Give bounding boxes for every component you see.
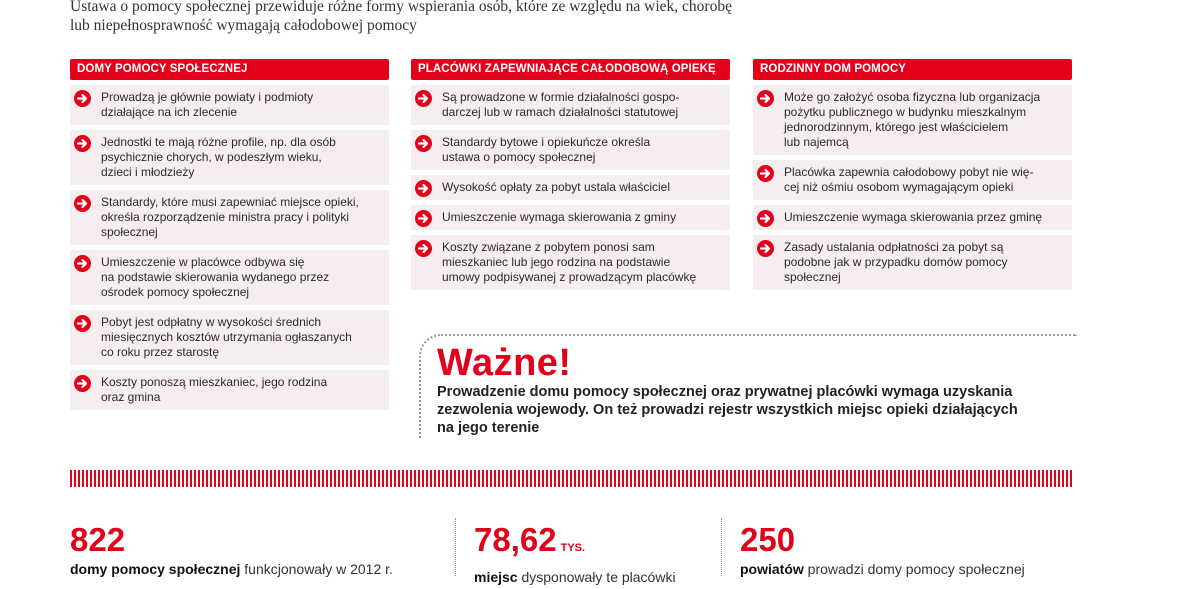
dotted-divider bbox=[70, 470, 1073, 487]
arrow-right-circle-icon bbox=[74, 195, 91, 212]
column-care-homes bbox=[70, 59, 389, 410]
list-item-line: Umieszczenie wymaga skierowania przez gminę bbox=[784, 210, 1043, 224]
list-item-line: Zasady ustalania odpłatności za pobyt są bbox=[784, 240, 1004, 254]
stat-number: 250 bbox=[740, 521, 796, 558]
list-item-line: Jednostki te mają różne profile, np. dla osób bbox=[101, 135, 336, 149]
important-text-line: zezwolenia wojewody. On też prowadzi rejestr wszystkich miejsc opieki działających bbox=[437, 402, 1018, 418]
list-item-line: psychicznie chorych, w podeszłym wieku, bbox=[101, 150, 322, 164]
important-text-line: na jego terenie bbox=[437, 420, 540, 436]
stat-label-rest: dysponowały te placówki bbox=[517, 569, 676, 585]
stat-label bbox=[70, 560, 393, 578]
arrow-right-circle-icon bbox=[74, 135, 91, 152]
list-item-line: cej niż ośmiu osobom wymagającym opieki bbox=[784, 180, 1014, 194]
stat-value bbox=[474, 522, 676, 566]
list-item-line: podobne jak w przypadku domów pomocy bbox=[784, 255, 1008, 269]
stat-label bbox=[740, 560, 1025, 578]
stat-places bbox=[474, 522, 676, 586]
important-title: Ważne! bbox=[437, 342, 572, 384]
stat-label-rest: funkcjonowały w 2012 r. bbox=[240, 561, 393, 577]
arrow-right-circle-icon bbox=[415, 210, 432, 227]
list-item-line: określa rozporządzenie ministra pracy i polityki bbox=[101, 210, 350, 224]
list-item-line: ustawa o pomocy społecznej bbox=[442, 150, 596, 164]
stat-label-rest: prowadzi domy pomocy społecznej bbox=[803, 561, 1025, 577]
stat-label-bold: domy pomocy społecznej bbox=[70, 561, 241, 577]
stat-unit: TYS. bbox=[560, 542, 586, 554]
arrow-right-circle-icon bbox=[415, 240, 432, 257]
arrow-right-circle-icon bbox=[757, 240, 774, 257]
list-item-line: Standardy, które musi zapewniać miejsce opieki, bbox=[101, 195, 359, 209]
important-text-line: Prowadzenie domu pomocy społecznej oraz prywatnej placówki wymaga uzyskania bbox=[437, 384, 1013, 400]
intro-text bbox=[70, 0, 890, 35]
list-item-line: Koszty ponoszą mieszkaniec, jego rodzina bbox=[101, 375, 328, 389]
list-item-line: mieszkaniec lub jego rodzina na podstawie bbox=[442, 255, 671, 269]
list-item bbox=[753, 160, 1072, 200]
list-item bbox=[70, 250, 389, 305]
stat-care-homes bbox=[70, 522, 393, 578]
list-item bbox=[411, 130, 730, 170]
arrow-right-circle-icon bbox=[757, 90, 774, 107]
list-item bbox=[411, 235, 730, 290]
list-item-line: Wysokość opłaty za pobyt ustala właściciel bbox=[442, 180, 670, 194]
stat-value bbox=[740, 522, 1025, 558]
column-header: RODZINNY DOM POMOCY bbox=[753, 59, 1072, 80]
arrow-right-circle-icon bbox=[74, 90, 91, 107]
list-item-line: darczej lub w ramach działalności statutowej bbox=[442, 105, 679, 119]
important-box bbox=[419, 334, 1077, 438]
arrow-right-circle-icon bbox=[415, 135, 432, 152]
stat-number: 822 bbox=[70, 521, 126, 558]
list-item-line: Może go założyć osoba fizyczna lub organizacja bbox=[784, 90, 1041, 104]
arrow-right-circle-icon bbox=[415, 90, 432, 107]
list-item-line: na podstawie skierowania wydanego przez bbox=[101, 270, 330, 284]
list-item-line: społecznej bbox=[101, 225, 158, 239]
arrow-right-circle-icon bbox=[74, 375, 91, 392]
stat-label-bold: powiatów bbox=[740, 561, 804, 577]
column-header: PLACÓWKI ZAPEWNIAJĄCE CAŁODOBOWĄ OPIEKĘ bbox=[411, 59, 730, 80]
list-item-line: Prowadzą je głównie powiaty i podmioty bbox=[101, 90, 314, 104]
list-item bbox=[753, 85, 1072, 155]
column-24h-facilities bbox=[411, 59, 730, 290]
list-item-line: dzieci i młodzieży bbox=[101, 165, 195, 179]
list-item-line: oraz gmina bbox=[101, 390, 161, 404]
list-item bbox=[411, 175, 730, 200]
arrow-right-circle-icon bbox=[757, 210, 774, 227]
list-item bbox=[70, 190, 389, 245]
list-item-line: lub najemcą bbox=[784, 135, 849, 149]
intro-line-1: Ustawa o pomocy społecznej przewiduje różne formy wspierania osób, które ze względu na wiek, chorobę bbox=[70, 0, 732, 15]
list-item bbox=[70, 370, 389, 410]
list-item-line: Placówka zapewnia całodobowy pobyt nie wię- bbox=[784, 165, 1034, 179]
list-item-line: ośrodek pomocy społecznej bbox=[101, 285, 250, 299]
list-item-line: społecznej bbox=[784, 270, 841, 284]
stat-number: 78,62 bbox=[474, 521, 557, 558]
stat-value bbox=[70, 522, 393, 558]
list-item bbox=[70, 130, 389, 185]
stat-counties bbox=[740, 522, 1025, 578]
list-item bbox=[70, 85, 389, 125]
stat-label bbox=[474, 568, 676, 586]
intro-line-2: lub niepełnosprawność wymagają całodobowej pomocy bbox=[70, 17, 417, 34]
list-item-line: umowy podpisywanej z prowadzącym placówkę bbox=[442, 270, 697, 284]
list-item-line: pożytku publicznego w budynku mieszkalnym bbox=[784, 105, 1027, 119]
list-item bbox=[753, 205, 1072, 230]
list-item-line: działające na ich zlecenie bbox=[101, 105, 238, 119]
column-family-care-home bbox=[753, 59, 1072, 290]
list-item bbox=[411, 205, 730, 230]
arrow-right-circle-icon bbox=[74, 315, 91, 332]
arrow-right-circle-icon bbox=[415, 180, 432, 197]
list-item-line: miesięcznych kosztów utrzymania ogłaszanych bbox=[101, 330, 352, 344]
list-item-line: jednorodzinnym, którego jest właścicielem bbox=[784, 120, 1009, 134]
stat-separator bbox=[455, 518, 456, 576]
list-item-line: Umieszczenie wymaga skierowania z gminy bbox=[442, 210, 677, 224]
list-item-line: Pobyt jest odpłatny w wysokości średnich bbox=[101, 315, 322, 329]
stat-label-bold: miejsc bbox=[474, 569, 518, 585]
stat-separator bbox=[721, 518, 722, 576]
arrow-right-circle-icon bbox=[74, 255, 91, 272]
list-item-line: Umieszczenie w placówce odbywa się bbox=[101, 255, 305, 269]
list-item-line: Koszty związane z pobytem ponosi sam bbox=[442, 240, 655, 254]
list-item bbox=[70, 310, 389, 365]
important-text bbox=[437, 383, 1077, 437]
column-header: DOMY POMOCY SPOŁECZNEJ bbox=[70, 59, 389, 80]
arrow-right-circle-icon bbox=[757, 165, 774, 182]
list-item bbox=[753, 235, 1072, 290]
list-item-line: Standardy bytowe i opiekuńcze określa bbox=[442, 135, 651, 149]
list-item bbox=[411, 85, 730, 125]
list-item-line: Są prowadzone w formie działalności gospo- bbox=[442, 90, 680, 104]
list-item-line: co roku przez starostę bbox=[101, 345, 220, 359]
